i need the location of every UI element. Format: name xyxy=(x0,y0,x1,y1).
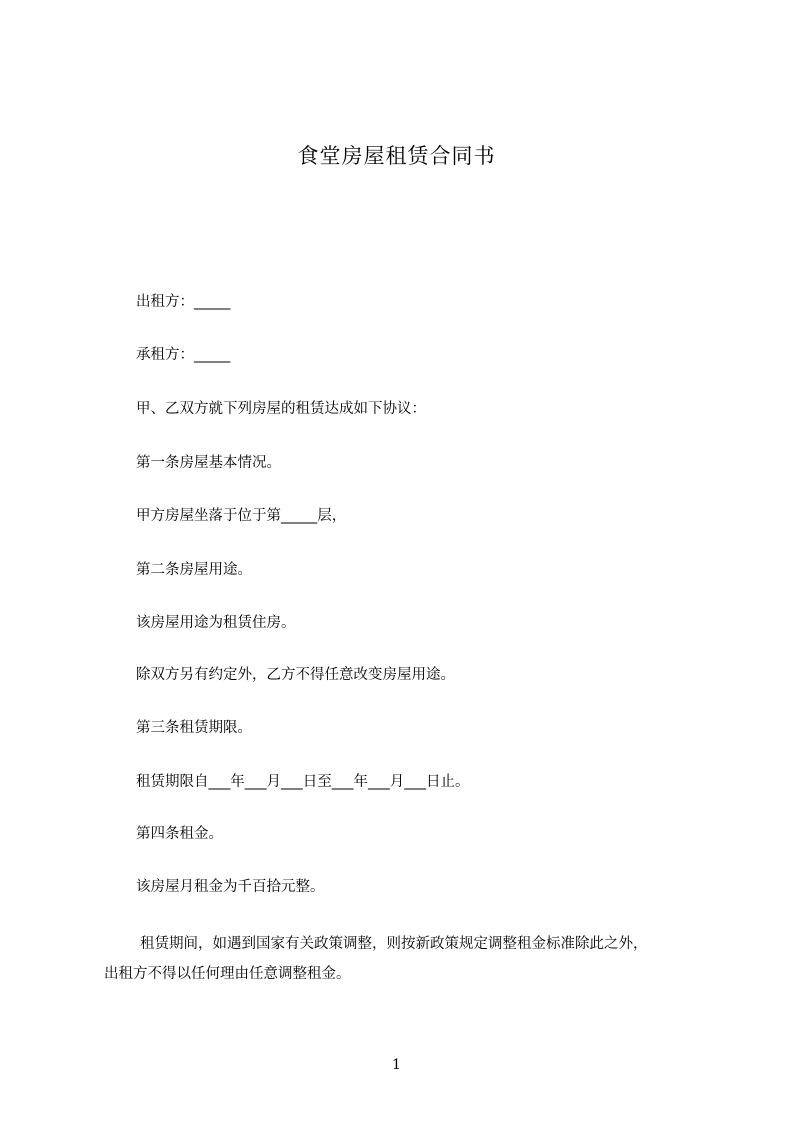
article-3-content: 租赁期限自___年___月___日至___年___月___日止。 xyxy=(136,774,470,790)
article-2-heading: 第二条房屋用途。 xyxy=(136,562,252,578)
article-2-restriction: 除双方另有约定外，乙方不得任意改变房屋用途。 xyxy=(136,667,455,683)
agreement-intro: 甲、乙双方就下列房屋的租赁达成如下协议： xyxy=(136,401,426,417)
article-1-heading: 第一条房屋基本情况。 xyxy=(136,455,281,471)
page-number: 1 xyxy=(392,1057,401,1073)
article-4-heading: 第四条租金。 xyxy=(136,826,223,842)
document-title: 食堂房屋租赁合同书 xyxy=(297,144,496,168)
article-1-content: 甲方房屋坐落于位于第_____层， xyxy=(136,508,347,524)
lessor-line: 出租方：_____ xyxy=(136,294,231,310)
rent-adjustment-paragraph xyxy=(104,929,704,989)
article-4-content: 该房屋月租金为千百拾元整。 xyxy=(136,879,325,895)
rent-adjustment-line-1: 租赁期间，如遇到国家有关政策调整，则按新政策规定调整租金标准除此之外， xyxy=(140,936,648,952)
article-3-heading: 第三条租赁期限。 xyxy=(136,720,252,736)
rent-adjustment-line-2: 出租方不得以任何理由任意调整租金。 xyxy=(104,966,351,982)
lessee-line: 承租方：_____ xyxy=(136,347,231,363)
article-2-content: 该房屋用途为租赁住房。 xyxy=(136,615,296,631)
